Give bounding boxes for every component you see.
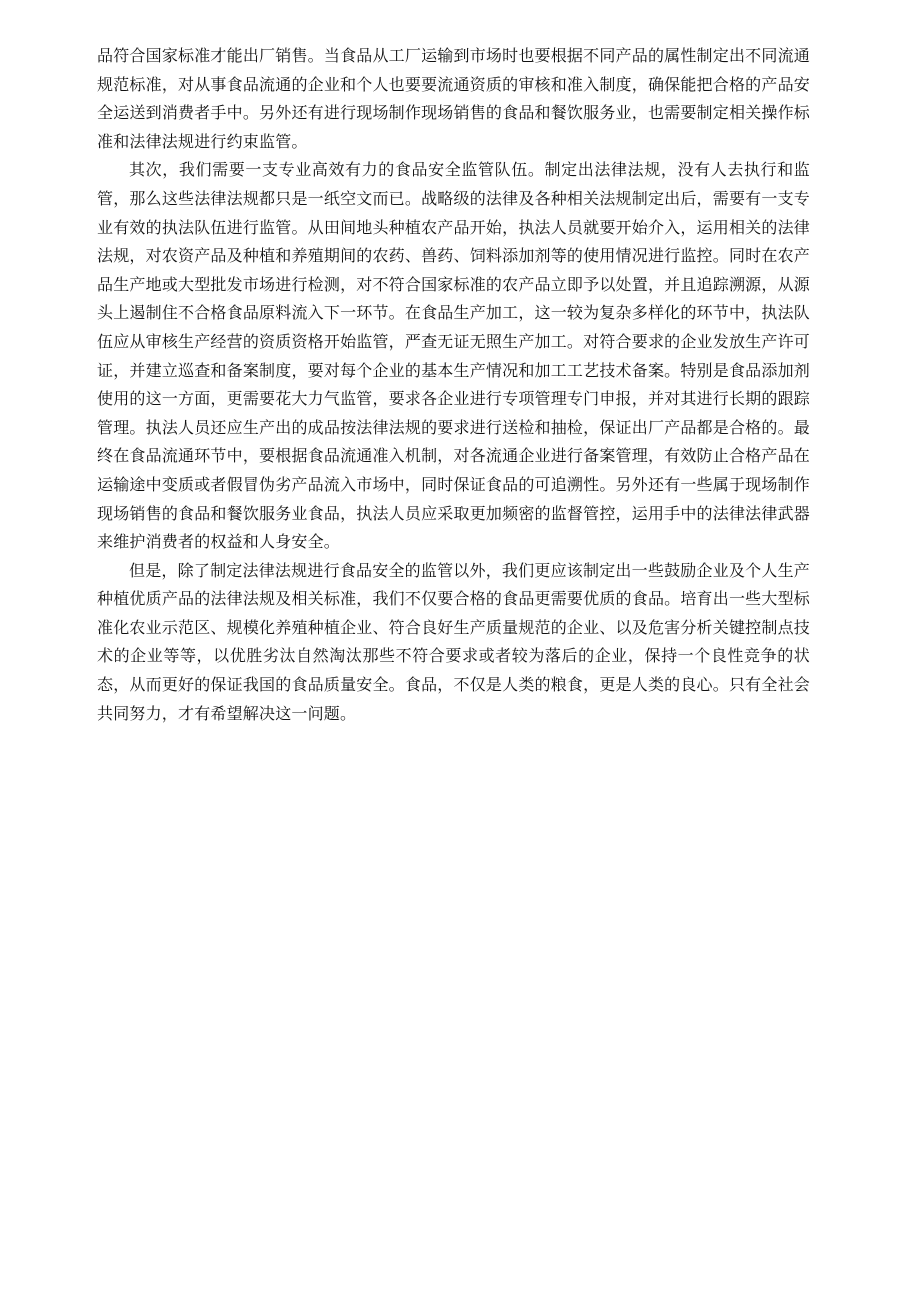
- paragraph-conclusion: 但是，除了制定法律法规进行食品安全的监管以外，我们更应该制定出一些鼓励企业及个人生产种植优质产品的法律法规及相关标准，我们不仅要合格的食品更需要优质的食品。培育出一些大型标准化农业示范区、规模化养殖种植企业、符合良好生产质量规范的企业、以及危害分析关键控制点技术的企业等等，以优胜劣汰自然淘汰那些不符合要求或者较为落后的企业，保持一个良性竞争的状态，从而更好的保证我国的食品质量安全。食品，不仅是人类的粮食，更是人类的良心。只有全社会共同努力，才有希望解决这一问题。: [97, 560, 810, 723]
- document-body: [97, 42, 810, 728]
- paragraph-continuation: 品符合国家标准才能出厂销售。当食品从工厂运输到市场时也要根据不同产品的属性制定出不同流通规范标准，对从事食品流通的企业和个人也要要流通资质的审核和准入制度，确保能把合格的产品安全运送到消费者手中。另外还有进行现场制作现场销售的食品和餐饮服务业，也需要制定相关操作标准和法律法规进行约束监管。: [97, 46, 810, 151]
- paragraph-supervision-team: 其次，我们需要一支专业高效有力的食品安全监管队伍。制定出法律法规，没有人去执行和监管，那么这些法律法规都只是一纸空文而已。战略级的法律及各种相关法规制定出后，需要有一支专业有效的执法队伍进行监管。从田间地头种植农产品开始，执法人员就要开始介入，运用相关的法律法规，对农资产品及种植和养殖期间的农药、兽药、饲料添加剂等的使用情况进行监控。同时在农产品生产地或大型批发市场进行检测，对不符合国家标准的农产品立即予以处置，并且追踪溯源，从源头上遏制住不合格食品原料流入下一环节。在食品生产加工，这一较为复杂多样化的环节中，执法队伍应从审核生产经营的资质资格开始监管，严查无证无照生产加工。对符合要求的企业发放生产许可证，并建立巡查和备案制度，要对每个企业的基本生产情况和加工工艺技术备案。特别是食品添加剂使用的这一方面，更需要花大力气监管，要求各企业进行专项管理专门申报，并对其进行长期的跟踪管理。执法人员还应生产出的成品按法律法规的要求进行送检和抽检，保证出厂产品都是合格的。最终在食品流通环节中，要根据食品流通准入机制，对各流通企业进行备案管理，有效防止合格产品在运输途中变质或者假冒伪劣产品流入市场中，同时保证食品的可追溯性。另外还有一些属于现场制作现场销售的食品和餐饮服务业食品，执法人员应采取更加频密的监督管控，运用手中的法律法律武器来维护消费者的权益和人身安全。: [97, 160, 810, 552]
